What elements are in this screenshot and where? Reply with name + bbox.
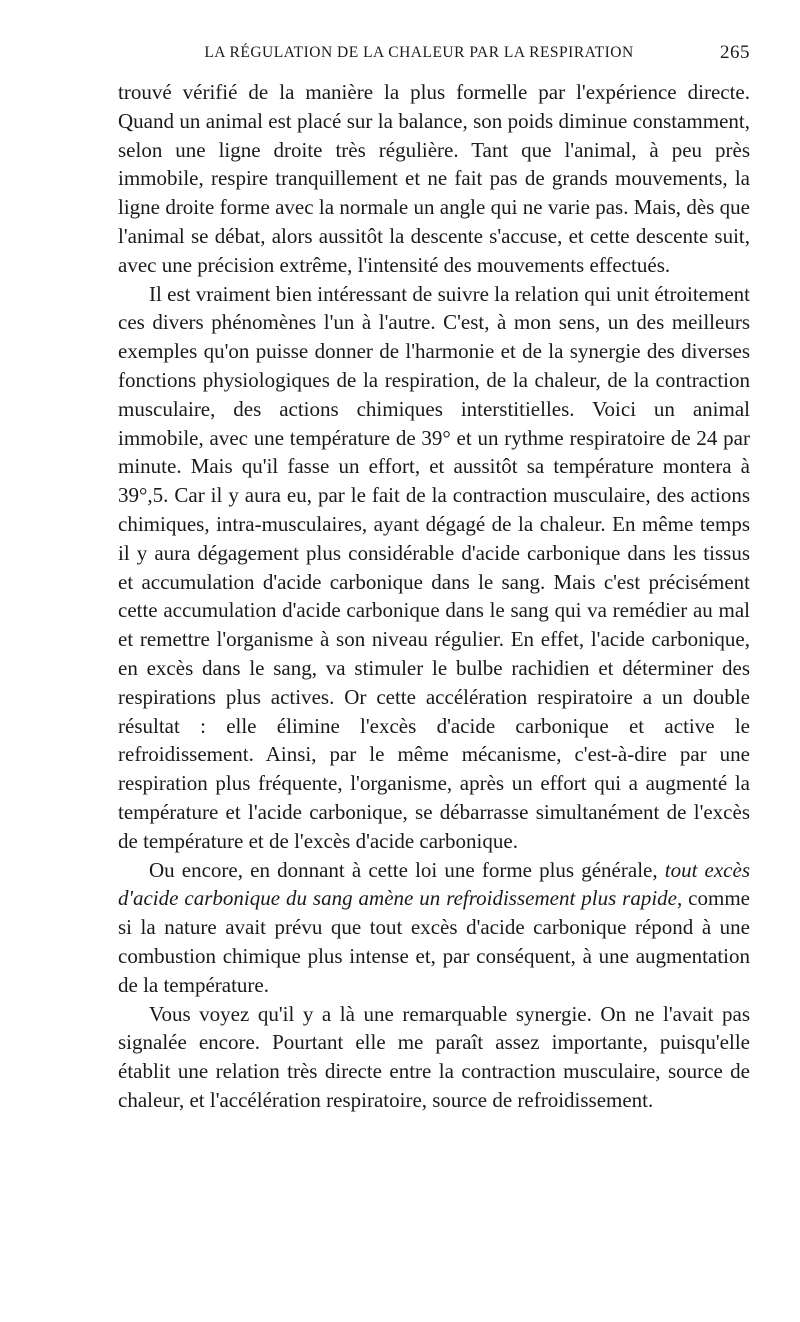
paragraph-3 (118, 856, 750, 1000)
paragraph-3-start: Ou encore, en donnant à cette loi une forme plus générale, (149, 857, 665, 882)
paragraph-3-end: comme si la nature avait prévu que tout excès d'acide carbonique répond à une combustion chimique plus intense et, par conséquent, à une augmentation de la température. (118, 886, 750, 997)
paragraph-4: Vous voyez qu'il y a là une remarquable synergie. On ne l'avait pas signalée encore. Pourtant elle me paraît assez importante, puisqu'elle établit une relation très directe entre la contraction musculaire, source de chaleur, et l'accélération respiratoire, source de refroidissement. (118, 1001, 750, 1112)
page-number: 265 (720, 42, 750, 63)
paragraph-2: Il est vraiment bien intéressant de suivre la relation qui unit étroitement ces divers phénomènes l'un à l'autre. C'est, à mon sens, un des meilleurs exemples qu'on puisse donner de l'harmonie et de la synergie des diverses fonctions physiologiques de la respiration, de la chaleur, de la contraction musculaire, des actions chimiques interstitielles. Voici un animal immobile, avec une température de 39° et un rythme respiratoire de 24 par minute. Mais qu'il fasse un effort, et aussitôt sa température montera à 39°,5. Car il y aura eu, par le fait de la contraction musculaire, des actions chimiques, intra-musculaires, ayant dégagé de la chaleur. En même temps il y aura dégagement plus considérable d'acide carbonique dans les tissus et accumulation d'acide carbonique dans le sang. Mais c'est précisément cette accumulation d'acide carbonique dans le sang qui va remédier au mal et remettre l'organisme à son niveau régulier. En effet, l'acide carbonique, en excès dans le sang, va stimuler le bulbe rachidien et déterminer des respirations plus actives. Or cette accélération respiratoire a un double résultat : elle élimine l'excès d'acide carbonique et active le refroidissement. Ainsi, par le même mécanisme, c'est-à-dire par une respiration plus fréquente, l'organisme, après un effort qui a augmenté la température et l'acide carbonique, se débarrasse simultanément de l'excès de température et de l'excès d'acide carbonique. (118, 281, 750, 853)
book-page (118, 38, 750, 1115)
paragraph-1: trouvé vérifié de la manière la plus formelle par l'expérience directe. Quand un animal est placé sur la balance, son poids diminue constamment, selon une ligne droite très régulière. Tant que l'animal, à peu près immobile, respire tranquillement et ne fait pas de grands mouvements, la ligne droite forme avec la normale un angle qui ne varie pas. Mais, dès que l'animal se débat, alors aussitôt la descente s'accuse, et cette descente suit, avec une précision extrême, l'intensité des mouvements effectués. (118, 80, 750, 277)
paragraph-3-emphasis: tout excès d'acide carbonique du sang amène un refroidissement plus rapide, (118, 857, 750, 911)
body-text (118, 78, 750, 1115)
running-head (118, 38, 750, 78)
running-title: LA RÉGULATION DE LA CHALEUR PAR LA RESPIRATION (204, 44, 634, 61)
